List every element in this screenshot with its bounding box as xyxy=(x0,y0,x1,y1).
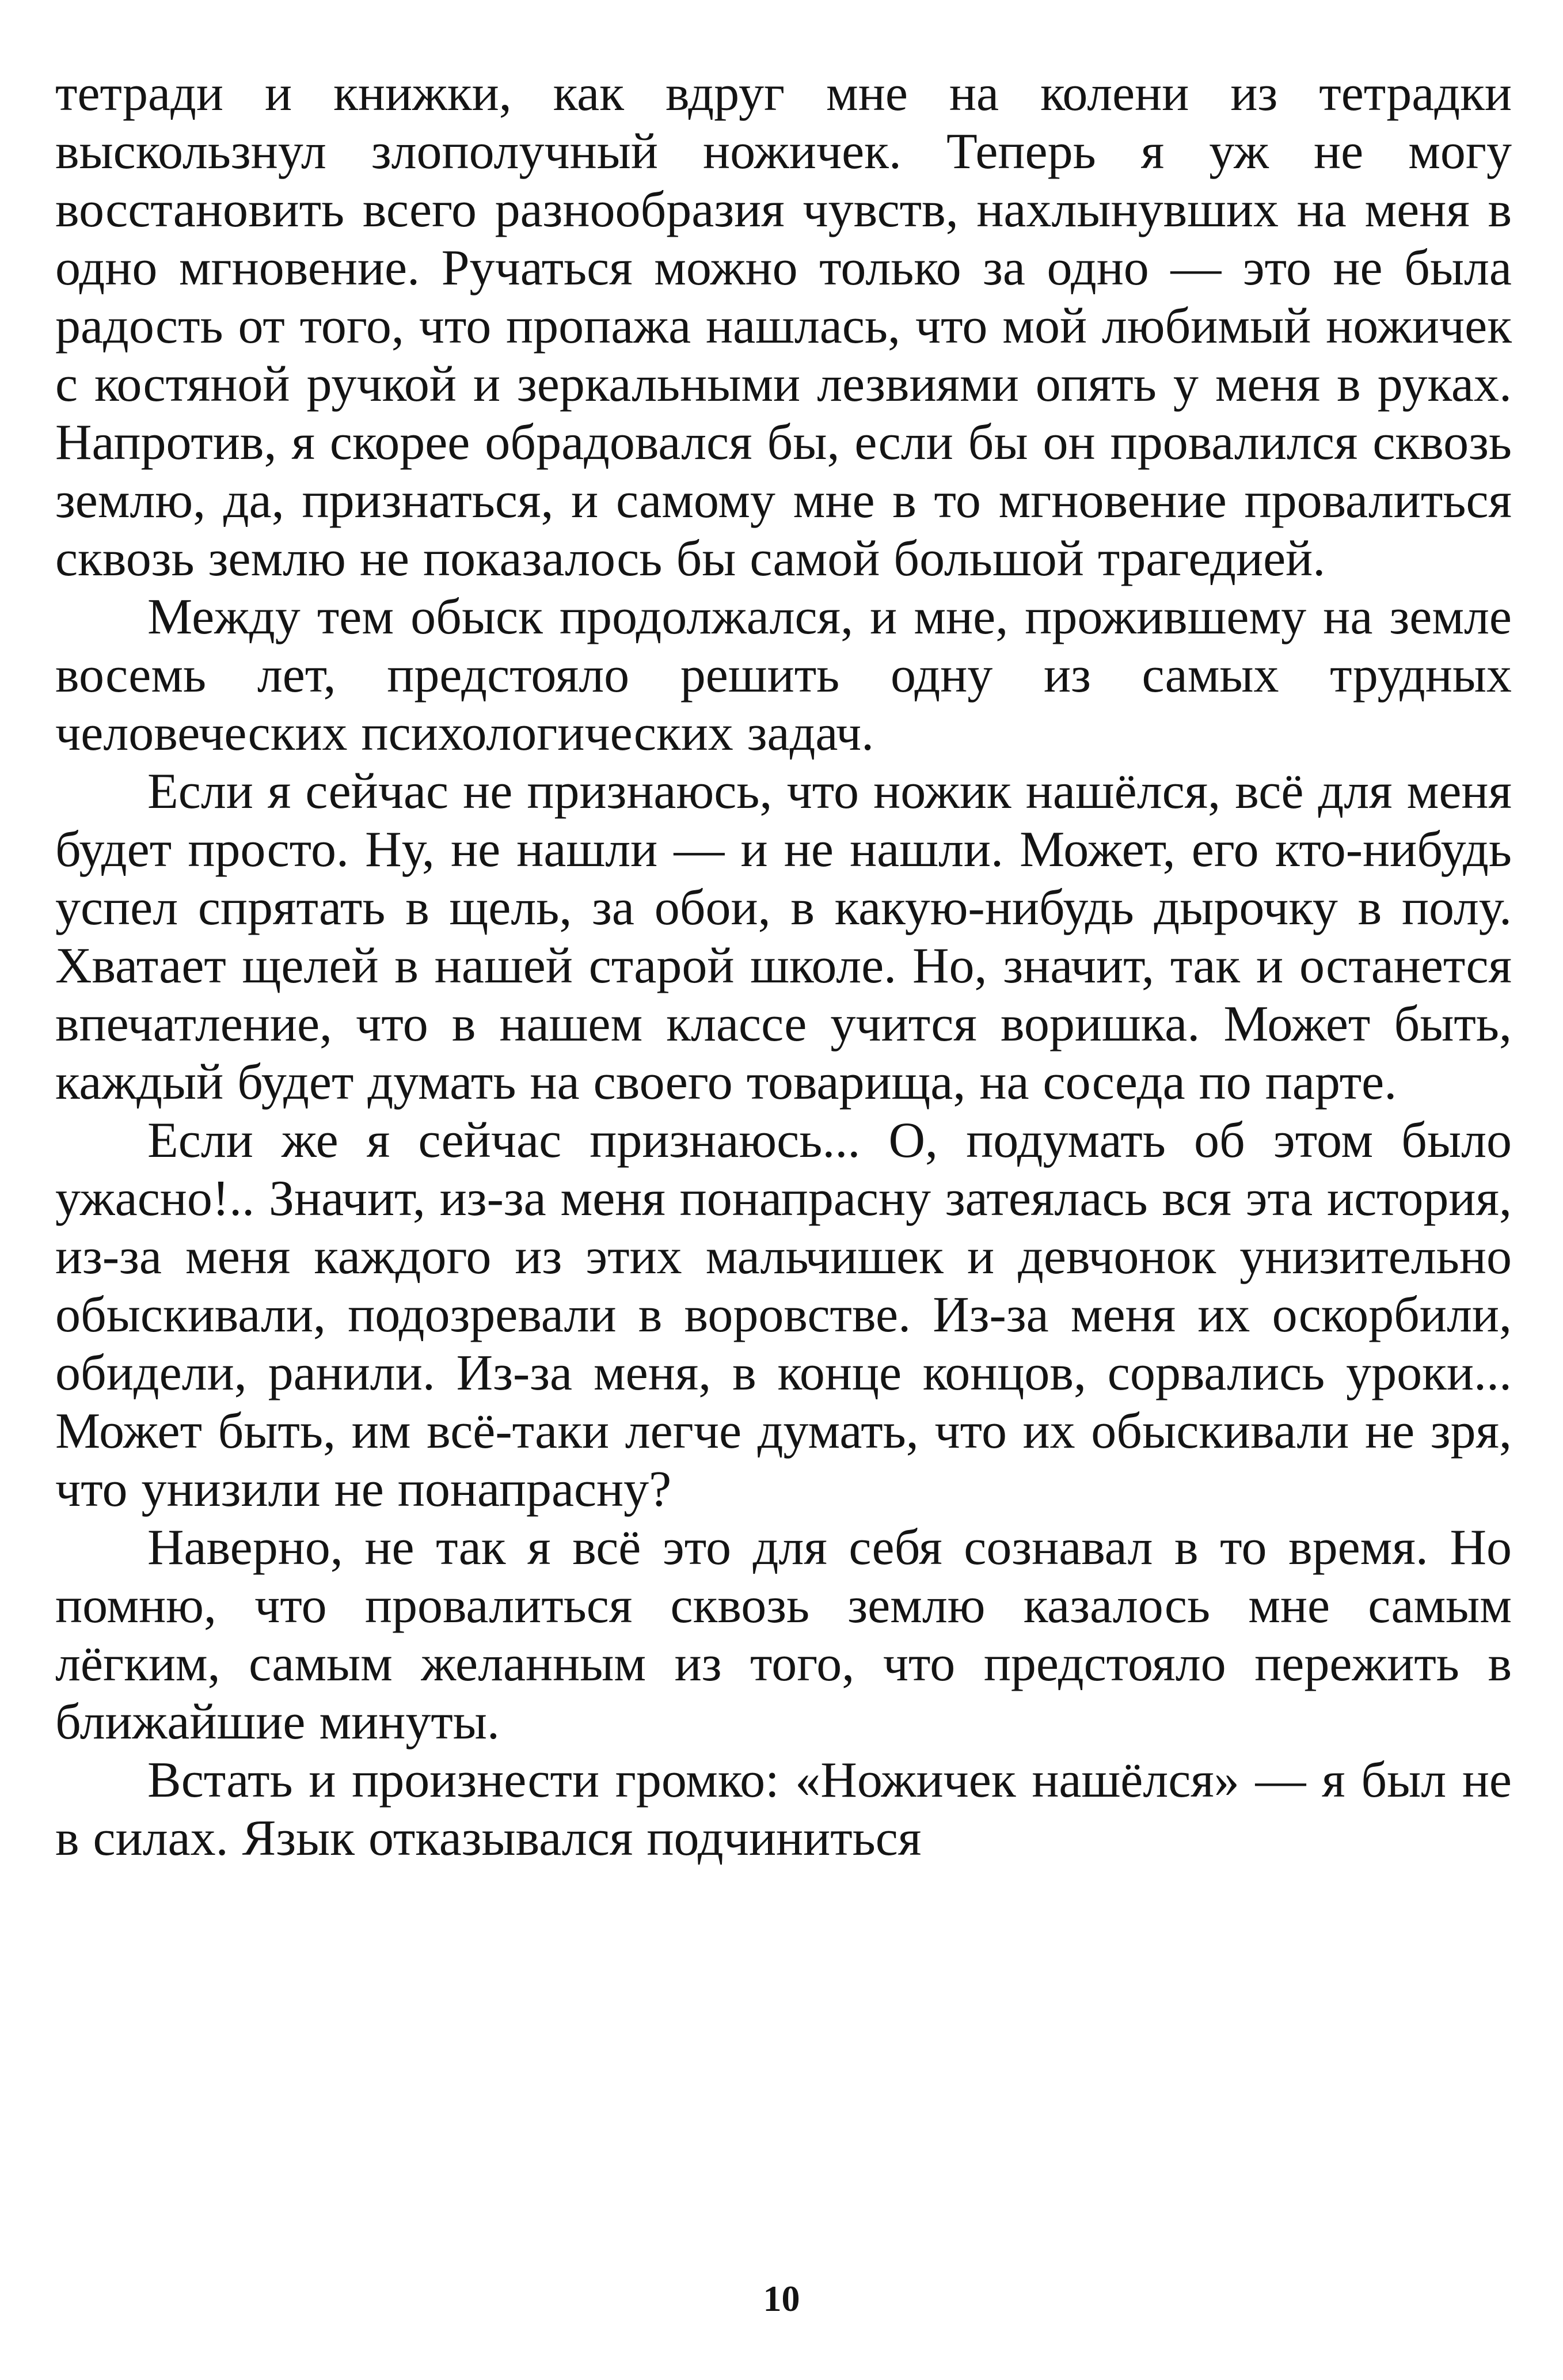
paragraph: Между тем обыск продолжался, и мне, прожившему на земле восемь лет, предстояло решить одну из самых трудных человеческих психологических задач. xyxy=(55,589,1512,761)
body-text xyxy=(55,64,1512,1867)
paragraph: Если я сейчас не признаюсь, что ножик нашёлся, всё для меня будет просто. Ну, не нашли — и не нашли. Может, его кто-нибудь успел спрятать в щель, за обои, в какую-нибудь дырочку в полу. Хватает щелей в нашей старой школе. Но, значит, так и останется впечатление, что в нашем классе учится воришка. Может быть, каждый будет думать на своего товарища, на соседа по парте. xyxy=(55,764,1512,1110)
paragraph: Встать и произнести громко: «Ножичек нашёлся» — я был не в силах. Язык отказывался подчиниться xyxy=(55,1752,1512,1866)
paragraph: тетради и книжки, как вдруг мне на колени из тетрадки выскользнул злополучный ножичек. Теперь я уж не могу восстановить всего разнообразия чувств, нахлынувших на меня в одно мгновение. Ручаться можно только за одно — это не была радость от того, что пропажа нашлась, что мой любимый ножичек с костяной ручкой и зеркальными лезвиями опять у меня в руках. Напротив, я скорее обрадовался бы, если бы он провалился сквозь землю, да, признаться, и самому мне в то мгновение провалиться сквозь землю не показалось бы самой большой трагедией. xyxy=(55,66,1512,587)
paragraph: Наверно, не так я всё это для себя сознавал в то время. Но помню, что провалиться сквозь землю казалось мне самым лёгким, самым желанным из того, что предстояло пережить в ближайшие минуты. xyxy=(55,1520,1512,1750)
page-number: 10 xyxy=(763,2278,800,2319)
paragraph: Если же я сейчас признаюсь... О, подумать об этом было ужасно!.. Значит, из-за меня понапрасну затеялась вся эта история, из-за меня каждого из этих мальчишек и девчонок унизительно обыскивали, подозревали в воровстве. Из-за меня их оскорбили, обидели, ранили. Из-за меня, в конце концов, сорвались уроки... Может быть, им всё-таки легче думать, что их обыскивали не зря, что унизили не понапрасну? xyxy=(55,1113,1512,1517)
